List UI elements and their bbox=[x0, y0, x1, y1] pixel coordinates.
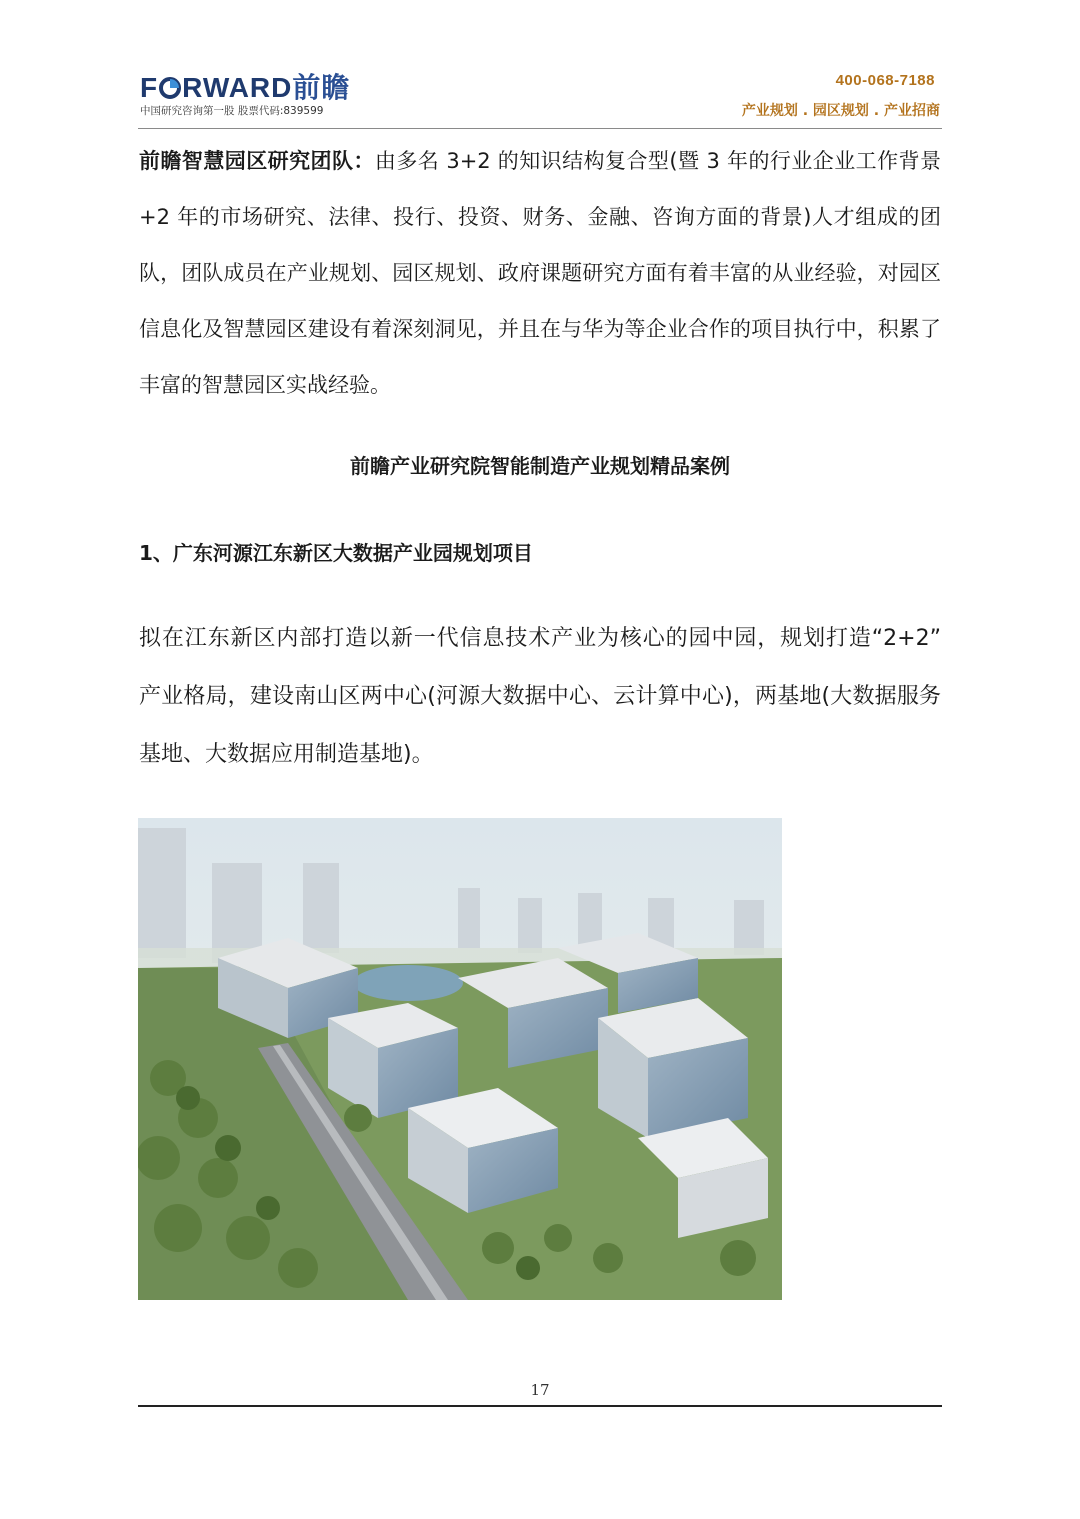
logo-letters-rward: RWARD bbox=[182, 72, 293, 103]
case-title: 1、广东河源江东新区大数据产业园规划项目 bbox=[139, 541, 533, 565]
header-phone: 400-068-7188 bbox=[835, 72, 935, 89]
page-number: 17 bbox=[530, 1381, 550, 1399]
case-description: 拟在江东新区内部打造以新一代信息技术产业为核心的园中园，规划打造“2+2” 产业格局，建设南山区两中心(河源大数据中心、云计算中心)，两基地(大数据服务基地、大数据应用制造基地)。 bbox=[139, 626, 941, 767]
intro-body: 由多名 3+2 的知识结构复合型(暨 3 年的行业企业工作背景+2 年的市场研究、法律、投行、投资、财务、金融、咨询方面的背景)人才组成的团队，团队成员在产业规划、园区规划、政府课题研究方面有着丰富的从业经验，对园区信息化及智慧园区建设有着深刻洞见，并且在与华为等企业合作的项目执行中，积累了丰富的智慧园区实战经验。 bbox=[139, 149, 942, 397]
logo-o-mark-icon bbox=[159, 77, 181, 99]
logo-tagline: 中国研究咨询第一股 股票代码:839599 bbox=[140, 105, 324, 117]
section-title: 前瞻产业研究院智能制造产业规划精品案例 bbox=[350, 454, 730, 478]
intro-lead: 前瞻智慧园区研究团队： bbox=[139, 149, 375, 173]
park-rendering-image bbox=[138, 818, 782, 1300]
forward-logo bbox=[140, 66, 350, 106]
logo-letter-f: F bbox=[140, 72, 159, 103]
logo-chinese-name: 前瞻 bbox=[292, 72, 351, 103]
page-header bbox=[0, 0, 1080, 135]
footer-divider bbox=[138, 1405, 942, 1407]
intro-paragraph bbox=[139, 133, 941, 413]
header-services: 产业规划 . 园区规划 . 产业招商 bbox=[741, 103, 940, 119]
header-divider bbox=[138, 128, 942, 129]
